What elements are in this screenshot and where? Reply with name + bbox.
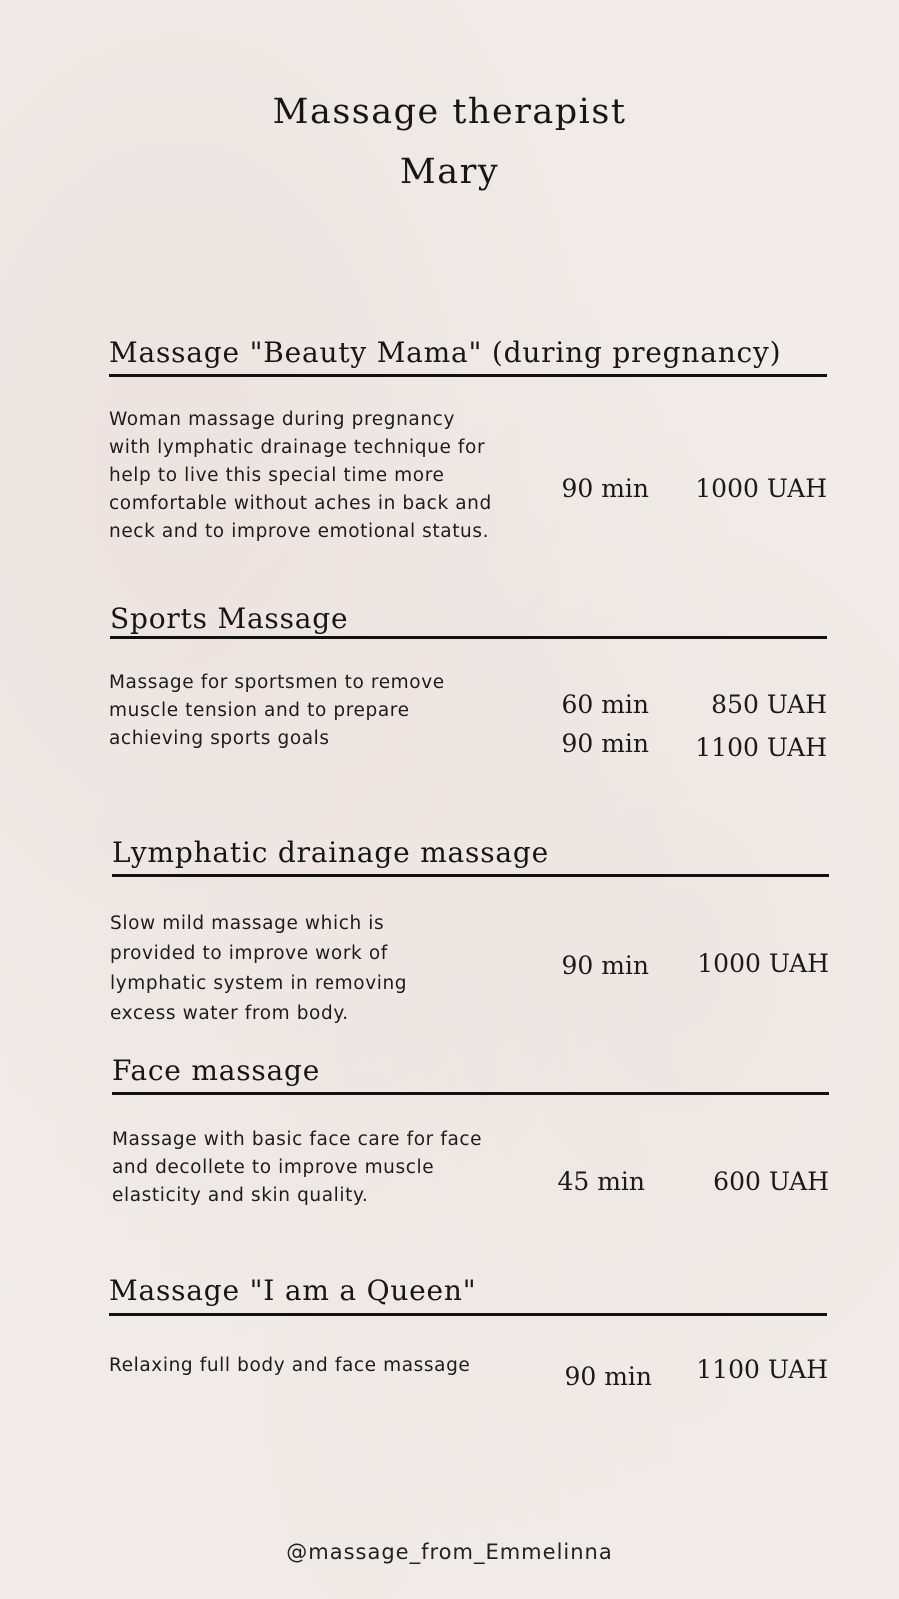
service-duration: 60 min [561,690,649,719]
page-title: Massage therapist [272,92,627,132]
service-price: 1100 UAH [695,733,827,762]
section-divider [112,1092,829,1095]
service-price: 1100 UAH [696,1355,828,1384]
service-description: Slow mild massage which is provided to improve work of lymphatic system in removing excess water from body. [110,913,408,1024]
service-heading: Sports Massage [110,602,349,635]
service-price: 600 UAH [713,1167,829,1196]
service-price: 850 UAH [711,690,827,719]
service-heading: Massage "I am a Queen" [109,1274,477,1307]
service-duration: 90 min [561,474,649,503]
section-divider [110,636,827,639]
service-duration: 90 min [561,951,649,980]
service-price: 1000 UAH [695,474,827,503]
service-description: Massage for sportsmen to remove muscle tension and to prepare achieving sports goals [109,672,445,749]
service-duration: 45 min [557,1167,645,1196]
service-price: 1000 UAH [697,949,829,978]
section-divider [112,874,829,877]
section-divider [109,374,827,377]
service-description: Relaxing full body and face massage [109,1355,471,1376]
service-description: Massage with basic face care for face and decollete to improve muscle elasticity and skin quality. [112,1129,483,1206]
service-duration: 90 min [564,1362,652,1391]
service-heading: Massage "Beauty Mama" (during pregnancy) [109,336,782,369]
service-heading: Lymphatic drainage massage [112,836,549,869]
service-heading: Face massage [112,1054,321,1087]
therapist-name: Mary [399,152,500,192]
service-duration: 90 min [561,729,649,758]
service-description: Woman massage during pregnancy with lymphatic drainage technique for help to live this special time more comfortable without aches in back and neck and to improve emotional status. [109,409,492,542]
instagram-handle: @massage_from_Emmelinna [286,1540,613,1564]
section-divider [109,1313,827,1316]
